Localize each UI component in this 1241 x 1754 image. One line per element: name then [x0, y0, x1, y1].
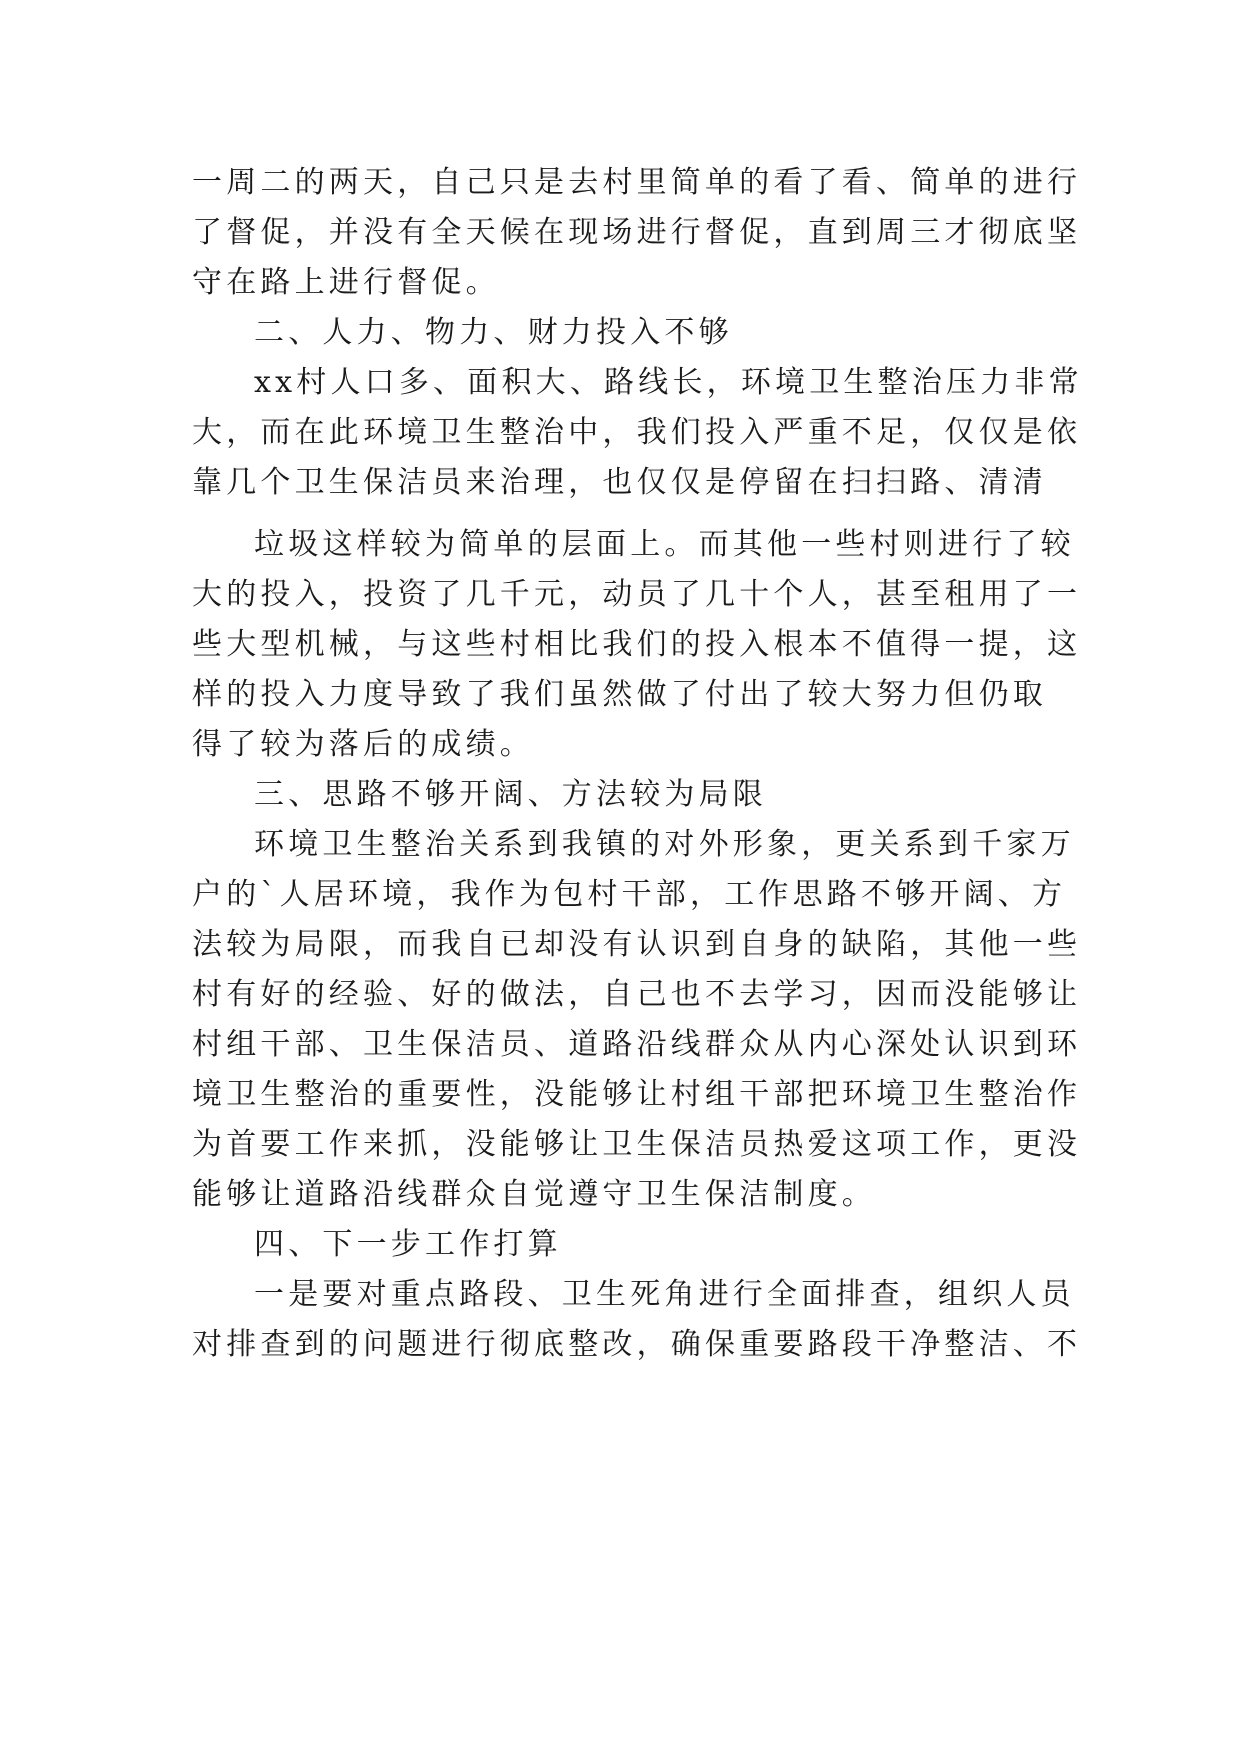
text-line: 了督促，并没有全天候在现场进行督促，直到周三才彻底坚 [192, 215, 1082, 250]
text-line: 守在路上进行督促。 [192, 265, 500, 300]
text-line: 垃圾这样较为简单的层面上。而其他一些村则进行了较 [254, 527, 1075, 562]
text-line: 得了较为落后的成绩。 [192, 727, 534, 762]
text-line: 大的投入，投资了几千元，动员了几十个人，甚至租用了一 [192, 577, 1082, 612]
text-line: 境卫生整治的重要性，没能够让村组干部把环境卫生整治作 [192, 1077, 1082, 1112]
section-heading-2: 二、人力、物力、财力投入不够 [254, 315, 733, 350]
section-heading-3: 三、思路不够开阔、方法较为局限 [254, 777, 767, 812]
text-line: 大，而在此环境卫生整治中，我们投入严重不足，仅仅是依 [192, 415, 1082, 450]
text-line: 为首要工作来抓，没能够让卫生保洁员热爱这项工作，更没 [192, 1127, 1082, 1162]
text-line: 村有好的经验、好的做法，自己也不去学习，因而没能够让 [192, 977, 1082, 1012]
section-heading-4: 四、下一步工作打算 [254, 1227, 562, 1262]
text-line: 一周二的两天，自己只是去村里简单的看了看、简单的进行 [192, 165, 1082, 200]
text-line: 环境卫生整治关系到我镇的对外形象，更关系到千家万 [254, 827, 1075, 862]
text-line: 些大型机械，与这些村相比我们的投入根本不值得一提，这 [192, 627, 1082, 662]
text-line: 能够让道路沿线群众自觉遵守卫生保洁制度。 [192, 1177, 876, 1212]
text-line: 户的`人居环境，我作为包村干部，工作思路不够开阔、方 [192, 877, 1067, 912]
document-body [192, 158, 1083, 1370]
text-line: 样的投入力度导致了我们虽然做了付出了较大努力但仍取 [192, 677, 1047, 712]
text-line: xx村人口多、面积大、路线长，环境卫生整治压力非常 [254, 365, 1083, 400]
text-line: 一是要对重点路段、卫生死角进行全面排查，组织人员 [254, 1277, 1075, 1312]
text-line: 村组干部、卫生保洁员、道路沿线群众从内心深处认识到环 [192, 1027, 1082, 1062]
text-line: 法较为局限，而我自已却没有认识到自身的缺陷，其他一些 [192, 927, 1082, 962]
text-line: 对排查到的问题进行彻底整改，确保重要路段干净整洁、不 [192, 1327, 1082, 1362]
text-line: 靠几个卫生保洁员来治理，也仅仅是停留在扫扫路、清清 [192, 465, 1047, 500]
